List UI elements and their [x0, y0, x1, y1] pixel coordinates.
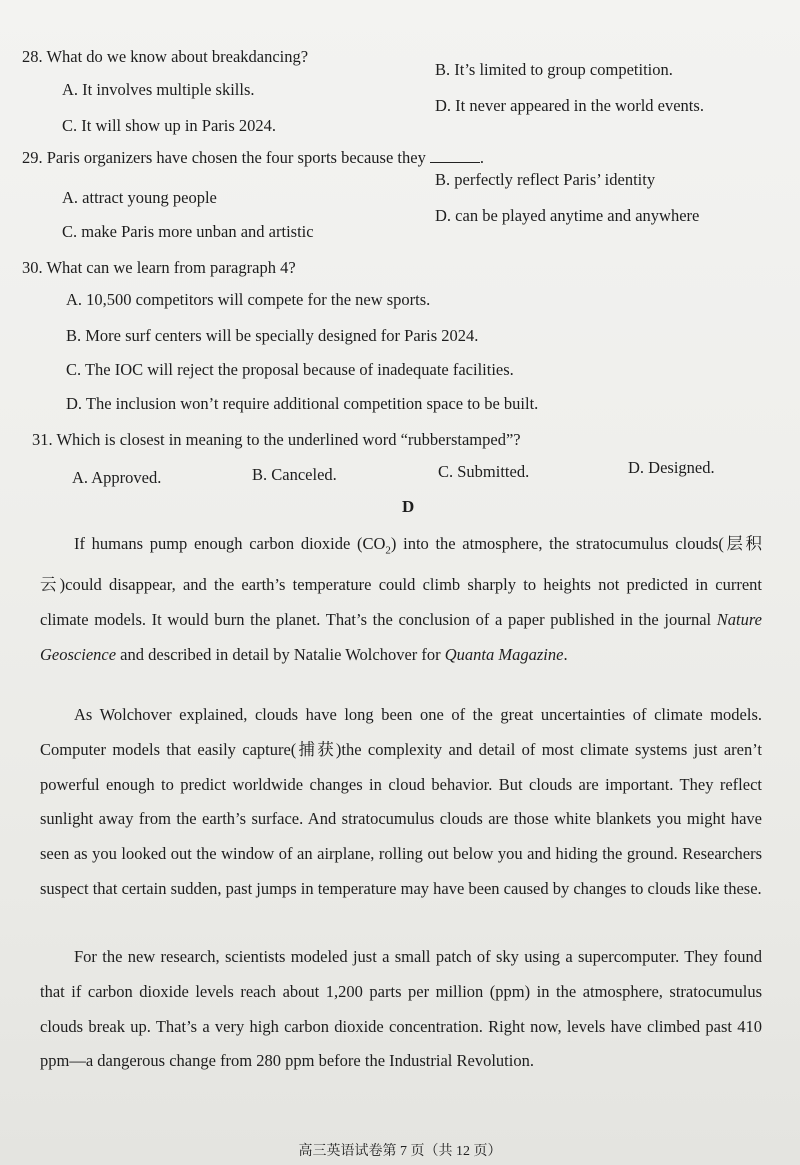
question-28-option-a: A. It involves multiple skills.: [62, 80, 255, 99]
p1-text-1: If humans pump enough carbon dioxide (CO: [74, 534, 386, 553]
question-29-stem: [22, 148, 484, 168]
passage-paragraph-3: [40, 940, 762, 1079]
question-30-option-c: C. The IOC will reject the proposal because of inadequate facilities.: [66, 360, 514, 379]
question-30-option-d: D. The inclusion won’t require additional competition space to be built.: [66, 394, 539, 413]
p3-text: For the new research, scientists modeled just a small patch of sky using a supercomputer. They found that if carbon dioxide levels reach about 1,200 parts per million (ppm) in the atmosphere, stratocumulus clouds break up. That’s a very high carbon dioxide concentration. Right now, levels have climbed past 410 ppm—a dangerous change from 280 ppm before the Industrial Revolution.: [40, 947, 762, 1071]
journal-name: Nature Geoscience: [40, 609, 762, 664]
question-29-option-b: B. perfectly reflect Paris’ identity: [435, 170, 656, 189]
passage-paragraph-1: [40, 527, 762, 672]
question-29-option-c: C. make Paris more unban and artistic: [62, 222, 314, 241]
answer-blank: [430, 148, 480, 163]
question-30-option-b: B. More surf centers will be specially designed for Paris 2024.: [66, 326, 479, 345]
question-28-option-c: C. It will show up in Paris 2024.: [62, 116, 277, 135]
p1-text-3: and described in detail by Natalie Wolchover for: [116, 644, 445, 664]
p1-text-4: .: [563, 644, 568, 664]
question-31-stem: 31. Which is closest in meaning to the underlined word “rubberstamped”?: [32, 430, 521, 449]
question-30-option-a: A. 10,500 competitors will compete for the new sports.: [66, 290, 431, 309]
question-29-stem-text: 29. Paris organizers have chosen the four sports because they: [22, 148, 426, 167]
question-30-stem: 30. What can we learn from paragraph 4?: [22, 258, 296, 277]
p1-text-2: ) into the atmosphere, the stratocumulus clouds(层积云)could disappear, and the earth’s temperature could climb sharply to heights not predicted in current climate models. It would burn the planet. That’s the conclusion of a paper published in the journal: [40, 534, 762, 629]
question-28-option-d: D. It never appeared in the world events.: [435, 96, 704, 115]
magazine-name: Quanta Magazine: [444, 644, 564, 664]
question-31-option-a: A. Approved.: [72, 468, 162, 487]
question-31-option-b: B. Canceled.: [252, 465, 337, 484]
p2-text: As Wolchover explained, clouds have long been one of the great uncertainties of climate models. Computer models that easily capture(捕获)the complexity and detail of most climate systems just aren’t powerful enough to predict worldwide changes in cloud behavior. But clouds are important. They reflect sunlight away from the earth’s surface. And stratocumulus clouds are those white blankets you might have seen as you looked out the window of an airplane, rolling out below you and hiding the ground. Researchers suspect that certain sudden, past jumps in temperature may have been caused by changes to clouds like these.: [40, 705, 762, 898]
question-29-option-d: D. can be played anytime and anywhere: [435, 206, 700, 225]
co2-subscript: 2: [385, 544, 391, 557]
question-31-option-d: D. Designed.: [628, 458, 715, 477]
question-28-stem: 28. What do we know about breakdancing?: [22, 47, 309, 66]
question-29-stem-end: .: [479, 148, 484, 167]
passage-paragraph-2: [40, 698, 762, 907]
section-title: D: [402, 497, 415, 516]
page-footer: 高三英语试卷第 7 页（共 12 页）: [298, 1144, 502, 1159]
question-28-option-b: B. It’s limited to group competition.: [435, 60, 673, 79]
question-31-option-c: C. Submitted.: [438, 462, 530, 481]
question-29-option-a: A. attract young people: [62, 188, 217, 207]
